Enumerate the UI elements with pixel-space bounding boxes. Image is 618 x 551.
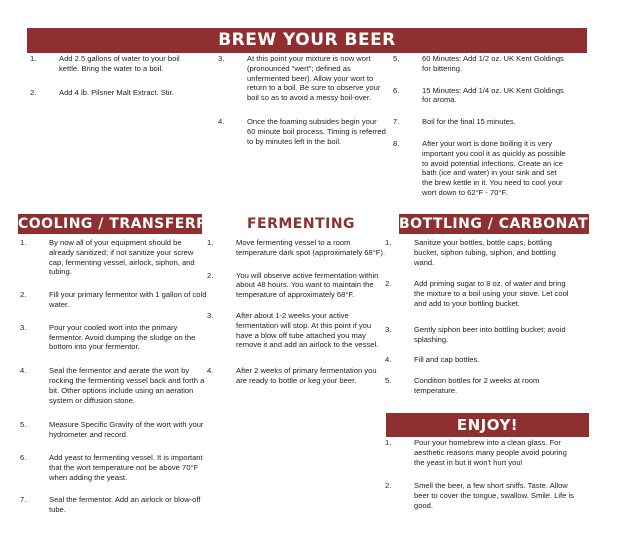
list-item <box>20 290 208 310</box>
step-text: Pour your cooled wort into the primary fermentor. Avoid dumping the sludge on the bottom into your fermentor. <box>49 322 196 352</box>
step-number: 4. <box>385 355 392 365</box>
bottling-carbonating-heading: BOTTLING / CARBONATING <box>399 216 618 232</box>
step-text: By now all of your equipment should be already sanitized; if not sanitize your screw cap, fermenting vessel, airlock, siphon, and tubing. <box>49 238 195 277</box>
step-number: 6. <box>393 85 400 95</box>
step-number: 2. <box>207 270 214 280</box>
list-item <box>207 238 387 258</box>
enjoy-heading: ENJOY! <box>386 413 589 437</box>
step-number: 3. <box>385 324 392 334</box>
step-number: 1. <box>20 238 27 247</box>
step-text: After about 1-2 weeks your active fermentation will stop. At this point if you have a blow off tube attached you may remove it and add an airlock to the vessel. <box>236 310 379 350</box>
step-number: 2. <box>385 279 392 289</box>
step-number: 4. <box>218 116 225 126</box>
enjoy-steps <box>385 438 575 525</box>
list-item <box>20 420 208 440</box>
list-item <box>20 366 208 405</box>
step-text: Seal the fermentor and aerate the wort by rocking the fermenting vessel back and forth a bit. Other options include using an aeration system or diffusion stone. <box>49 366 205 405</box>
step-number: 4. <box>207 366 214 376</box>
cooling-transferring-heading: COOLING / TRANSFERRING <box>18 216 238 232</box>
step-text: Add 2.5 gallons of water to your boil kettle. Bring the water to a boil. <box>59 54 180 73</box>
step-text: Boil for the final 15 minutes. <box>422 117 516 127</box>
fermenting-steps <box>207 238 387 399</box>
step-number: 8. <box>393 138 400 148</box>
list-item <box>20 495 208 515</box>
step-number: 1. <box>385 238 392 247</box>
step-number: 5. <box>20 420 27 430</box>
list-item <box>385 481 575 510</box>
step-text: You will observe active fermentation within about 48 hours. You want to maintain the temperature of approximately 68°F. <box>236 270 379 300</box>
list-item <box>393 117 568 127</box>
step-text: Once the foaming subsides begin your 60 minute boil process. Timing is referred to by minutes left in the boil. <box>247 116 386 146</box>
step-number: 2. <box>385 481 392 491</box>
step-number: 5. <box>393 54 400 63</box>
step-text: After 2 weeks of primary fermentation you are ready to bottle or keg your beer. <box>236 366 377 385</box>
bottling-steps <box>385 238 575 407</box>
list-item <box>218 117 386 146</box>
step-number: 1. <box>385 438 392 447</box>
cooling-steps <box>20 238 208 528</box>
list-item <box>20 323 208 352</box>
step-text: Sanitize your bottles, bottle caps, bottling bucket, siphon tubing, siphon, and bottling wand. <box>414 238 556 267</box>
step-number: 7. <box>20 495 27 505</box>
step-number: 2. <box>30 87 37 97</box>
list-item <box>393 86 568 106</box>
list-item <box>20 238 208 277</box>
list-item <box>385 238 575 267</box>
brew-steps-column-2 <box>218 54 386 155</box>
step-number: 7. <box>393 117 400 127</box>
step-text: Add yeast to fermenting vessel. It is important that the wort temperature not be above 70°F when adding the yeast. <box>49 452 203 482</box>
step-text: Measure Specific Gravity of the wort with your hydrometer and record. <box>49 420 204 440</box>
step-number: 6. <box>20 452 27 462</box>
list-item <box>393 54 568 74</box>
step-text: Add 4 lb. Pilsner Malt Extract. Stir. <box>59 87 174 97</box>
list-item <box>207 366 387 386</box>
step-number: 4. <box>20 366 27 376</box>
step-text: Fill and cap bottles. <box>414 355 480 365</box>
brew-your-beer-heading: BREW YOUR BEER <box>27 28 587 53</box>
step-text: 60 Minutes: Add 1/2 oz. UK Kent Goldings for bittering. <box>422 54 564 73</box>
fermenting-heading: FERMENTING <box>246 216 356 232</box>
step-text: Pour your homebrew into a clean glass. For aesthetic reasons many people avoid pouring the yeast in but it won't hurt you! <box>414 438 567 467</box>
list-item <box>207 311 387 350</box>
step-number: 1. <box>207 238 214 247</box>
step-number: 1. <box>30 54 37 63</box>
list-item <box>30 88 202 98</box>
step-text: Add priming sugar to 8 oz. of water and bring the mixture to a boil using your stove. Let cool and add to your bottling bucket. <box>414 279 569 308</box>
step-text: At this point your mixture is now wort (pronounced "wert"; defined as unfermented beer). Allow your wort to return to a boil. Be sure to observe your boil so as to avoid a messy boil-over. <box>247 54 381 103</box>
step-text: Fill your primary fermentor with 1 gallon of cold water. <box>49 290 207 309</box>
step-number: 2. <box>20 290 27 300</box>
list-item <box>385 355 575 365</box>
step-number: 3. <box>207 310 214 320</box>
step-text: Move fermenting vessel to a room temperature dark spot (approximately 68°F). <box>236 238 386 257</box>
list-item <box>20 453 208 482</box>
step-text: Seal the fermentor. Add an airlock or blow-off tube. <box>49 495 201 515</box>
list-item <box>385 376 575 396</box>
list-item <box>393 139 568 198</box>
step-text: After your wort is done boiling it is very important you cool it as quickly as possible to avoid potential infections. Create an ice bath (ice and water) in your sink and set the brew kettle in it. You need to cool your wort down to 62°F - 70°F. <box>422 138 566 197</box>
list-item <box>207 271 387 300</box>
step-text: 15 Minutes: Add 1/4 oz. UK Kent Goldings for aroma. <box>422 85 564 105</box>
step-text: Condition bottles for 2 weeks at room temperature. <box>414 376 540 395</box>
step-number: 5. <box>385 376 392 386</box>
list-item <box>30 54 202 74</box>
list-item <box>385 279 575 308</box>
brew-steps-column-1 <box>30 54 202 111</box>
step-text: Smell the beer, a few short sniffs. Taste. Allow beer to cover the tongue, swallow. Smile. Life is good. <box>414 481 574 510</box>
step-number: 3. <box>218 54 225 63</box>
step-text: Gently siphon beer into bottling bucket; avoid splashing. <box>414 324 566 344</box>
step-number: 3. <box>20 322 27 332</box>
list-item <box>218 54 386 103</box>
brew-steps-column-3 <box>393 54 568 210</box>
list-item <box>385 325 575 345</box>
list-item <box>385 438 575 467</box>
